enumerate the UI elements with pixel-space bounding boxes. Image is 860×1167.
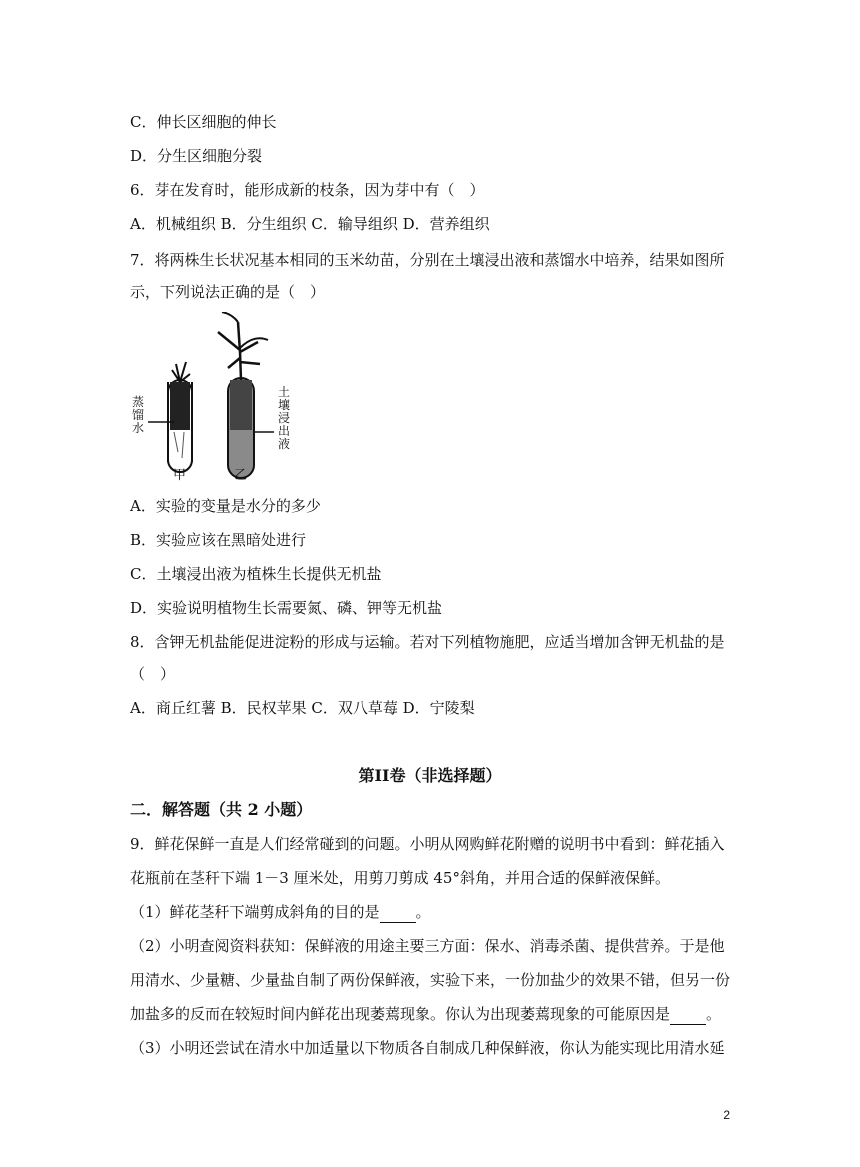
q9-sub1 <box>130 902 431 923</box>
q5-option-c: C．伸长区细胞的伸长 <box>130 113 277 131</box>
q7-option-d: D．实验说明植物生长需要氮、磷、钾等无机盐 <box>130 599 443 617</box>
tube-a-label: 甲 <box>173 468 187 483</box>
q7-stem-line2: 示，下列说法正确的是（ ） <box>130 283 326 301</box>
q9-sub1-text: （1）鲜花茎秆下端剪成斜角的目的是 <box>130 903 380 921</box>
q6-options: A．机械组织 B．分生组织 C．输导组织 D．营养组织 <box>130 215 490 233</box>
q9-sub2-line2: 用清水、少量糖、少量盐自制了两份保鲜液，实验下来，一份加盐少的效果不错，但另一份 <box>130 971 731 989</box>
distilled-water-label: 蒸馏水 <box>131 395 144 435</box>
seedling-experiment-figure <box>128 312 308 484</box>
q8-options: A．商丘红薯 B．民权苹果 C．双八草莓 D．宁陵梨 <box>130 699 475 717</box>
q5-option-d: D．分生区细胞分裂 <box>130 147 263 165</box>
q8-stem-line2: （ ） <box>130 665 176 683</box>
q9-intro-line2: 花瓶前在茎秆下端 1－3 厘米处，用剪刀剪成 45°斜角，并用合适的保鲜液保鲜。 <box>130 869 670 887</box>
q9-intro-line1: 9．鲜花保鲜一直是人们经常碰到的问题。小明从网购鲜花附赠的说明书中看到：鲜花插入 <box>130 835 725 853</box>
q9-sub2-line3: 加盐多的反而在较短时间内鲜花出现萎蔫现象。你认为出现萎蔫现象的可能原因是 <box>130 1005 671 1023</box>
q8-stem-line1: 8．含钾无机盐能促进淀粉的形成与运输。若对下列植物施肥，应适当增加含钾无机盐的是 <box>130 633 725 651</box>
q9-sub3-line1: （3）小明还尝试在清水中加适量以下物质各自制成几种保鲜液，你认为能实现比用清水延 <box>130 1039 725 1057</box>
q9-sub2-line1: （2）小明查阅资料获知：保鲜液的用途主要三方面：保水、消毒杀菌、提供营养。于是他 <box>130 937 725 955</box>
answer-blank-1[interactable] <box>380 902 416 923</box>
q7-stem-line1: 7．将两株生长状况基本相同的玉米幼苗，分别在土壤浸出液和蒸馏水中培养，结果如图所 <box>130 251 725 269</box>
answer-blank-2[interactable] <box>670 1004 706 1025</box>
volume-title: 第II卷（非选择题） <box>358 766 502 785</box>
q9-sub1-end: 。 <box>415 903 431 921</box>
q7-option-b: B．实验应该在黑暗处进行 <box>130 531 307 549</box>
q6-stem: 6．芽在发育时，能形成新的枝条，因为芽中有（ ） <box>130 181 485 199</box>
q7-option-c: C．土壤浸出液为植株生长提供无机盐 <box>130 565 382 583</box>
q9-sub2-line3-wrap <box>130 1004 721 1025</box>
q7-option-a: A．实验的变量是水分的多少 <box>130 497 321 515</box>
part-title: 二．解答题（共 2 小题） <box>130 800 313 819</box>
page-number: 2 <box>723 1108 730 1122</box>
soil-extract-label: 土壤浸出液 <box>277 385 290 451</box>
tube-b-label: 乙 <box>234 468 248 483</box>
q9-sub2-end: 。 <box>706 1005 722 1023</box>
